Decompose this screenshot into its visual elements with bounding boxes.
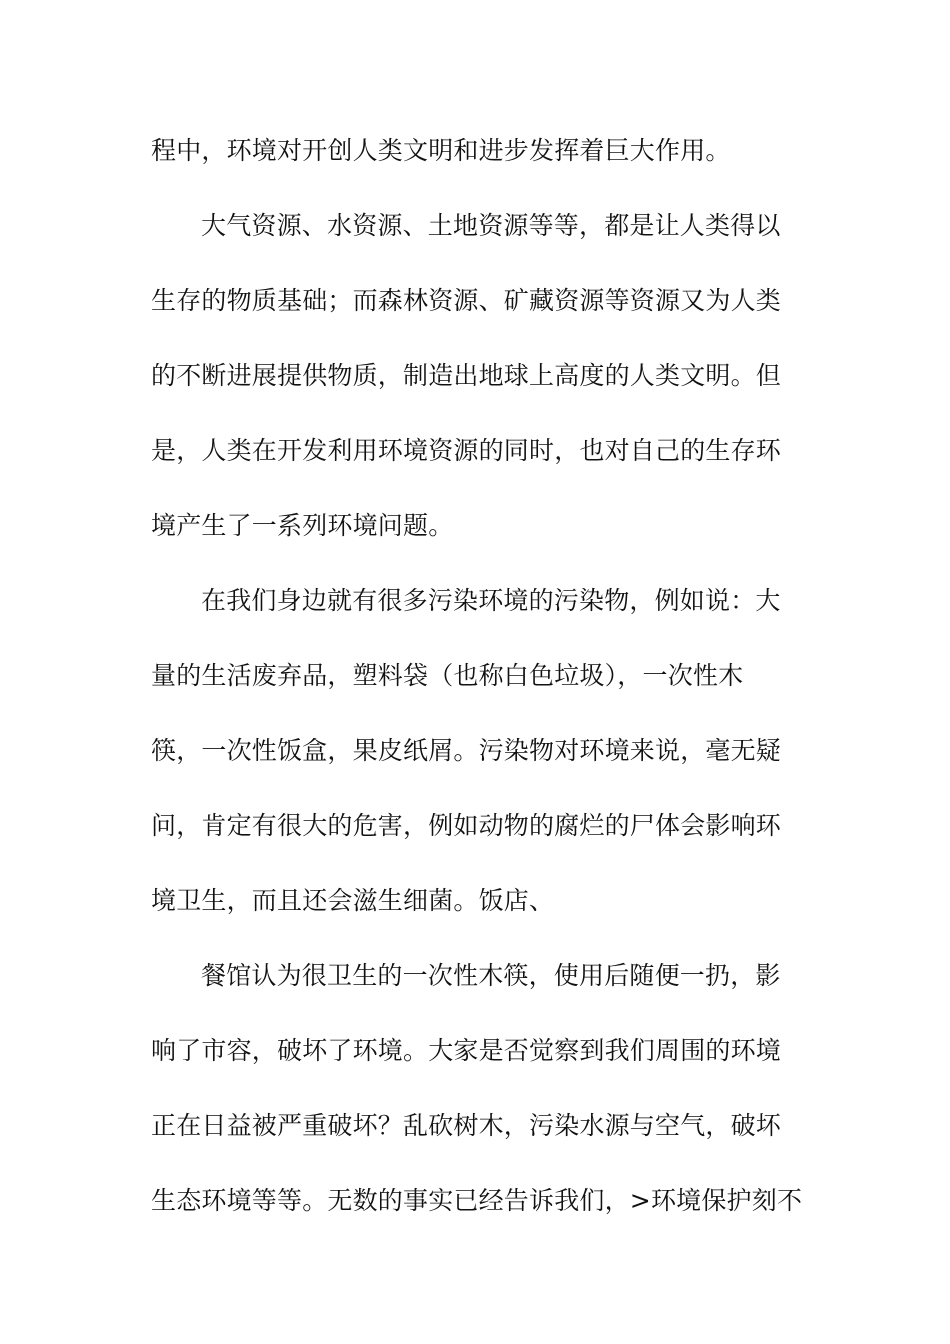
text-line-9: 筷，一次性饭盒，果皮纸屑。污染物对环境来说，毫无疑 — [151, 736, 782, 765]
text-line-15: 生态环境等等。无数的事实已经告诉我们，>环境保护刻不 — [151, 1186, 803, 1215]
text-line-11: 境卫生，而且还会滋生细菌。饭店、 — [151, 886, 555, 915]
text-line-10: 问，肯定有很大的危害，例如动物的腐烂的尸体会影响环 — [151, 811, 782, 840]
text-line-8: 量的生活废弃品，塑料袋（也称白色垃圾），一次性木 — [151, 661, 744, 690]
text-line-13: 响了市容，破坏了环境。大家是否觉察到我们周围的环境 — [151, 1036, 782, 1065]
text-line-14: 正在日益被严重破坏？乱砍树木，污染水源与空气，破坏 — [151, 1111, 782, 1140]
text-line-5: 是，人类在开发利用环境资源的同时，也对自己的生存环 — [151, 436, 782, 465]
text-line-2: 大气资源、水资源、土地资源等等，都是让人类得以 — [201, 211, 781, 240]
text-line-7: 在我们身边就有很多污染环境的污染物，例如说：大 — [201, 586, 781, 615]
text-line-3: 生存的物质基础；而森林资源、矿藏资源等资源又为人类 — [151, 286, 782, 315]
text-line-4: 的不断进展提供物质，制造出地球上高度的人类文明。但 — [151, 361, 782, 390]
text-line-6: 境产生了一系列环境问题。 — [151, 511, 454, 540]
text-line-12: 餐馆认为很卫生的一次性木筷，使用后随便一扔，影 — [201, 961, 781, 990]
text-line-1: 程中，环境对开创人类文明和进步发挥着巨大作用。 — [151, 136, 731, 165]
